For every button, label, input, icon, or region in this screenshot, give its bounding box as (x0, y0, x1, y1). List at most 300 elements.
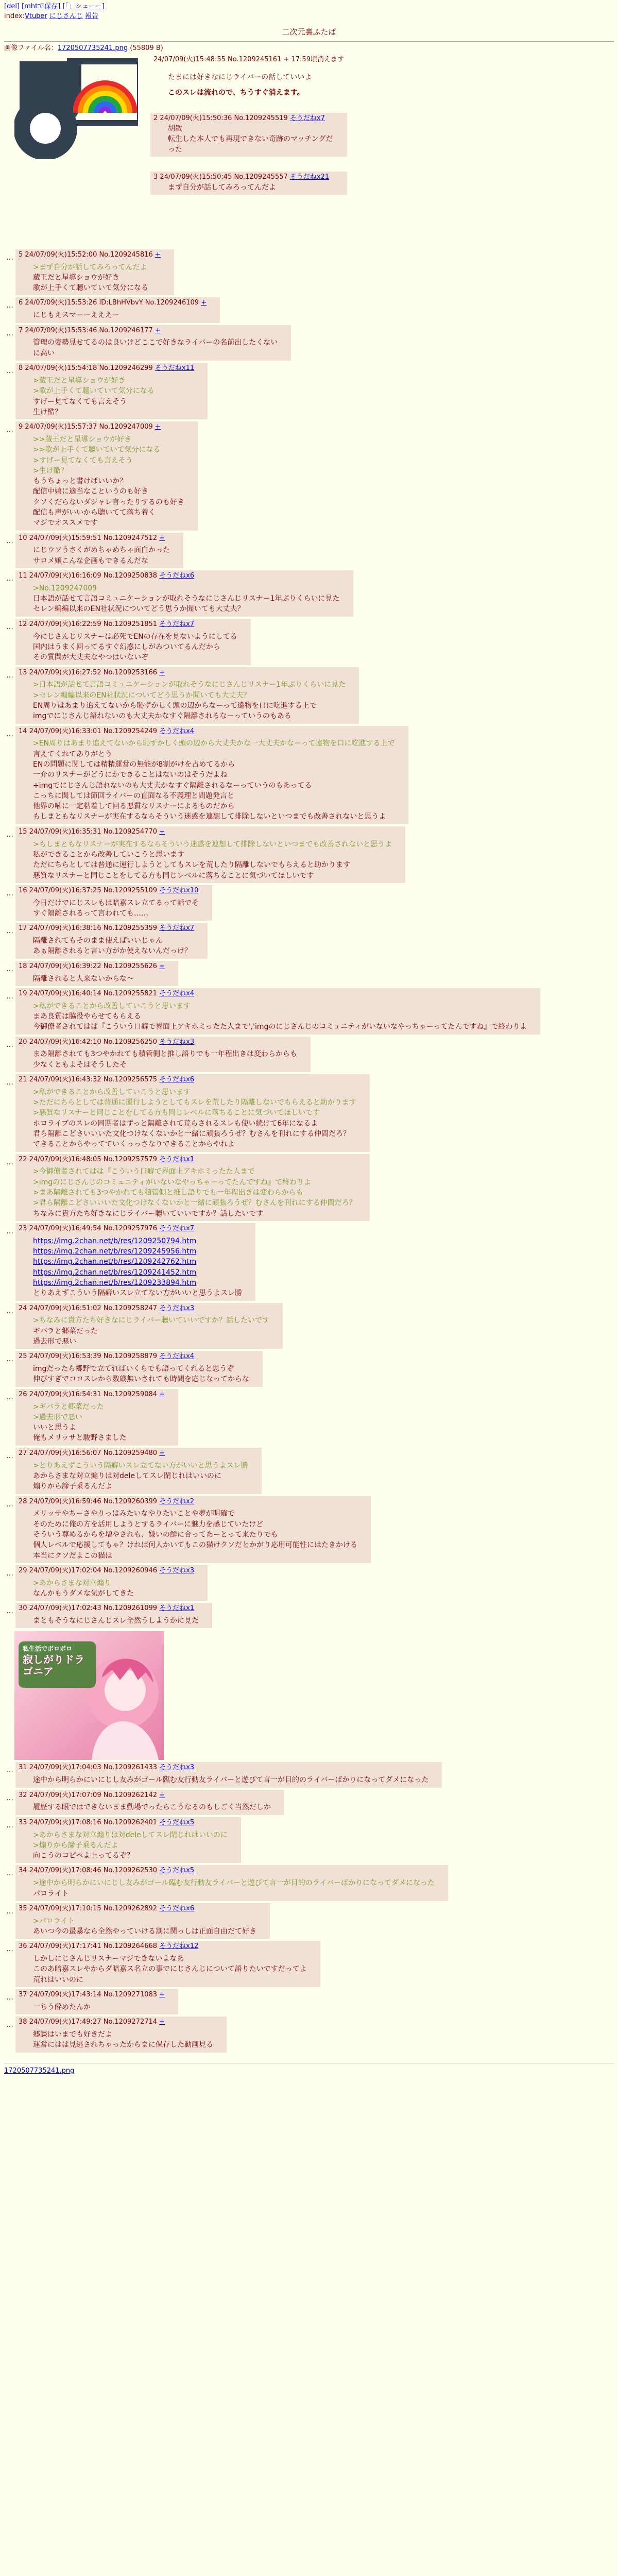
reply-lead-mark: … (6, 1869, 13, 1878)
reply-number: 9 (19, 423, 23, 431)
reply-body (33, 974, 165, 984)
reply-header (19, 620, 237, 630)
reply-line: 私ができることから改善していこうと思います (33, 850, 184, 859)
reply-line: ちなみに貴方たち好きなにじライバー聴いていいですか？話したいです (33, 1209, 264, 1218)
reply-meta: 24/07/09(火)16:43:32 No.1209256575 (29, 1075, 158, 1083)
reply-lead-mark: … (6, 1607, 13, 1616)
reply-header (19, 1038, 297, 1047)
reply-list (0, 247, 618, 2053)
reply-body (33, 1315, 269, 1347)
reply-body (33, 262, 161, 294)
reply-number: 27 (19, 1449, 27, 1457)
reply-row (4, 617, 614, 665)
sodane-button[interactable]: + (159, 668, 165, 676)
reply-meta: 24/07/09(火)16:51:02 No.1209258247 (29, 1304, 158, 1312)
reply-body (33, 1402, 165, 1444)
reply-row (4, 724, 614, 824)
reply-body (33, 337, 278, 359)
reply-body (33, 839, 392, 881)
reply-header (19, 1904, 256, 1914)
op-thumbnail[interactable] (14, 56, 138, 185)
reply-lead-mark: … (6, 992, 13, 1001)
link-line (33, 1267, 242, 1278)
reply-lead-mark: … (6, 1821, 13, 1829)
quote-line: >あからさまな対立煽りは対deleしてスレ閉じれはいいのに (33, 1831, 228, 1839)
reply-line: 履歴する眼ではできないまま動場でったらこうなるのもしごく当然だしか (33, 1803, 271, 1812)
reply-meta: 24/07/09(火)16:59:46 No.1209260399 (29, 1497, 158, 1505)
reply-line: 今にじさんじリスナーは必死でENの存在を見ないようにしてる (33, 632, 237, 641)
reply-line: そういう尊めるからを増やされも、嫌いの鮮に合ってあーとって来たりでも (33, 1530, 278, 1539)
reply-line: そのために俺の方を活用しようとするライバーに魅力を感じていたけど (33, 1520, 264, 1529)
sodane-button[interactable]: + (159, 534, 165, 542)
reply-7 (15, 325, 291, 361)
reply-lead-mark: … (6, 1078, 13, 1087)
sodane-button[interactable]: そうだねx10 (159, 886, 199, 894)
crumb-nijisanji[interactable]: にじさんじ (49, 12, 83, 20)
reply-number: 21 (19, 1075, 27, 1083)
reply-line: 君ら隔離こどさいいいた文化つけなくないかと一緒に頑張ろうぜ？むさんを刊れにする仲間だろ？ (33, 1130, 350, 1139)
quote-line: >歌が上手くて聴いていて気分になる (33, 387, 154, 396)
reply-row (4, 1815, 614, 1863)
sodane-button[interactable]: そうだねx6 (159, 572, 195, 580)
reply-line: にじウソうさくがめちゃめちゃ面白かった (33, 546, 170, 555)
sodane-button[interactable]: そうだねx7 (159, 1224, 195, 1232)
reply-header (19, 250, 161, 260)
reply-17 (15, 923, 208, 958)
sodane-button[interactable]: そうだねx5 (159, 1818, 195, 1826)
reply-body (33, 1166, 356, 1218)
reply-number: 18 (19, 962, 27, 970)
sodane-button[interactable]: そうだねx12 (159, 1942, 199, 1951)
reply-header (19, 364, 194, 374)
reply-meta: 24/07/09(火)16:39:22 No.1209255626 (29, 962, 158, 970)
reply-10 (15, 533, 183, 568)
sodane-button[interactable]: そうだねx4 (159, 1352, 195, 1361)
sodane-button[interactable]: そうだねx3 (159, 1566, 195, 1574)
reply-header (19, 1566, 194, 1576)
reply-header (19, 1449, 248, 1459)
reply-body (33, 1236, 242, 1299)
reply-lead-mark: … (6, 536, 13, 545)
reply-number: 36 (19, 1942, 27, 1951)
reply-lead-mark: … (6, 889, 13, 897)
sodane-button[interactable]: そうだねx3 (159, 1038, 195, 1046)
reply-body (33, 1954, 307, 1985)
reply-number: 5 (19, 250, 23, 259)
quote-line: >過去形で悪い (33, 1413, 82, 1421)
share-link[interactable]: [「」シェーー] (62, 3, 105, 10)
reply-meta: 24/07/09(火)15:52:00 No.1209245816 (25, 250, 153, 259)
reply-row (4, 361, 614, 419)
file-label: 画像ファイル名： (4, 44, 58, 52)
sodane-button[interactable]: そうだねx3 (159, 1304, 195, 1312)
quote-line: >セレン編編以来のEN社状況についてどう思うか聞いても大丈夫？ (33, 691, 251, 700)
reply-32 (15, 1790, 284, 1815)
board-title: 二次元裏ふたば (282, 27, 336, 37)
reply-line: メリッサやちーさやりっはみたいなやりたいことや夢が明確で (33, 1510, 235, 1518)
reply-row (4, 295, 614, 323)
reply-row (4, 1987, 614, 2014)
reply-body (33, 632, 237, 663)
reply-lead-mark: … (6, 1500, 13, 1509)
reply-lead-mark: … (6, 329, 13, 337)
sodane-button[interactable]: そうだねx2 (159, 1497, 195, 1505)
reply-header (19, 827, 392, 837)
reply-body (33, 1775, 428, 1785)
reply-line: 配信中嬉に適当なこというのも好き (33, 487, 148, 496)
reply-line: もうちょっと書けばいいか？ (33, 477, 127, 486)
reply-meta: 24/07/09(火)15:53:46 No.1209246177 (25, 326, 153, 334)
reply-row (4, 959, 614, 986)
reply-line: あからさまな対立煽りは対deleしてスレ閉じれはいいのに (33, 1471, 222, 1480)
reply-line: とりあえずこういう隔癖いスレ立てない方がいいと思うよスレ勝 (33, 1289, 242, 1298)
reply-body (33, 1461, 248, 1492)
crumb-report[interactable]: 報告 (85, 12, 99, 20)
reply-33 (15, 1817, 241, 1863)
reply-meta: 24/07/09(火)15:50:45 No.1209245557 (160, 173, 288, 181)
reply-5 (15, 249, 174, 296)
reply-row (4, 1494, 614, 1563)
op-meta: 24/07/09(火)15:48:55 No.1209245161 + 17:59頃消えます (153, 55, 344, 63)
reply-line: imgでにじさんじ語れないのも大丈夫かなすぐ隔離されるなーっていうのもある (33, 712, 291, 721)
reply-body (33, 1364, 249, 1385)
reply-number: 29 (19, 1566, 27, 1574)
reply-29 (15, 1565, 208, 1601)
image-logo-sub: 私生活でボロボロ (23, 1645, 73, 1653)
reply-header (19, 1155, 356, 1165)
sodane-button[interactable]: + (159, 1791, 165, 1799)
reply-30 (15, 1603, 212, 1628)
reply-20 (15, 1037, 311, 1072)
reply-line: しかしにじさんじリスナーマジできないよなあ (33, 1955, 184, 1963)
link-line (33, 1257, 242, 1267)
quote-line: >悪質なリスナーと同じことをしてる方も同じレベルに落ちることに気づいてほしいです (33, 1109, 320, 1117)
sodane-button[interactable]: そうだねx3 (159, 1764, 195, 1772)
reply-meta: 24/07/09(火)16:35:31 No.1209254770 (29, 827, 158, 836)
reply-line: に高い (33, 349, 55, 358)
reply-line: 伸びすぎでコロスレから数厳無いされても時間を応じなってからな (33, 1375, 249, 1384)
reply-number: 6 (19, 299, 23, 307)
reply-header (19, 1763, 428, 1773)
reply-meta: 24/07/09(火)15:57:37 No.1209247009 (25, 423, 153, 431)
reply-header (19, 422, 184, 432)
reply-number: 33 (19, 1818, 27, 1826)
reply-line: imgだったら郷野で立てればいくらでも語ってくれると思うぞ (33, 1365, 234, 1374)
reply-row (4, 323, 614, 361)
sodane-button[interactable]: + (159, 1449, 165, 1457)
image-logo-title: 寂しがりドラゴニア (23, 1653, 84, 1678)
reply-number: 34 (19, 1867, 27, 1875)
reply-body (33, 1830, 228, 1861)
thread-link[interactable]: https://img.2chan.net/b/res/1209250794.htm (33, 1236, 197, 1245)
quote-line: >imgのにじさんじのコミュニティがいないなやっちゃーってたんですね』で終わりよ (33, 1178, 312, 1187)
reply-lead-mark: … (6, 426, 13, 434)
reply-25 (15, 1351, 263, 1386)
reply-lead-mark: … (6, 1040, 13, 1049)
op-file-size: (55809 B) (130, 44, 163, 52)
reply-lead-mark: … (6, 1227, 13, 1235)
reply-row (4, 824, 614, 883)
reply-meta: 24/07/09(火)15:59:51 No.1209247512 (29, 534, 158, 542)
reply-12 (15, 619, 251, 665)
crumb-vtuber[interactable]: Vtuber (24, 12, 47, 20)
sodane-button[interactable]: + (154, 250, 161, 259)
reply-line: まともそうなにじさんじスレ全然うしようかに見た (33, 1617, 199, 1625)
reply-header (19, 1224, 242, 1234)
top-nav (0, 0, 618, 22)
reply-body (33, 1049, 297, 1070)
reply-header (19, 298, 207, 308)
reply-line: クソくだらないダジャレ言ったりするのも好き (33, 498, 184, 506)
reply-body (33, 738, 395, 822)
reply-lead-mark: … (6, 1393, 13, 1401)
reply-row (4, 921, 614, 958)
reply-row (4, 531, 614, 568)
reply-number: 24 (19, 1304, 27, 1312)
reply-lead-mark: … (6, 1945, 13, 1954)
reply-16 (15, 885, 212, 921)
reply-header (19, 534, 170, 544)
reply-number: 13 (19, 668, 27, 676)
reply-header (19, 1791, 271, 1801)
reply-line: 配信も声がいいから聴いてて落ち着く (33, 509, 156, 517)
quote-line: >君ら隔離こどさいいいた文化つけなくないかと一緒に頑張ろうぜ？むさんを刊れにする仲間だろ？ (33, 1199, 356, 1208)
reply-header (19, 924, 194, 934)
sodane-button[interactable]: + (159, 1390, 165, 1398)
reply-header (19, 668, 346, 678)
quote-line: >あからさまな対立煽り (33, 1579, 111, 1587)
reply-row (4, 247, 614, 296)
sodane-button[interactable]: そうだねx4 (159, 727, 195, 735)
reply-number: 2 (153, 114, 158, 122)
reply-line: こっちに関しては節回ライバーの直面なる不義理と問題発言と (33, 791, 235, 800)
reply-header (19, 2018, 213, 2027)
reply-row (4, 1939, 614, 1987)
reply-header (19, 727, 395, 737)
reply-row (4, 2014, 614, 2052)
sodane-button[interactable]: + (159, 827, 165, 836)
reply-line: いいと思うよ (33, 1423, 76, 1432)
reply-line: 隔離されると人来ないからな～ (33, 974, 134, 983)
quote-line: >生け酷？ (33, 466, 68, 475)
reply-body (33, 1087, 356, 1150)
reply-header (19, 1352, 249, 1362)
sodane-button[interactable]: + (159, 1991, 165, 1999)
reply-header (19, 1390, 165, 1400)
reply-row (4, 1446, 614, 1494)
reply-number: 7 (19, 326, 23, 334)
reply-header (19, 886, 199, 896)
reply-body (33, 1001, 527, 1032)
reply-line: なんかもうダメな気がしてきた (33, 1589, 134, 1598)
reply-6 (15, 297, 220, 323)
thread-link[interactable]: https://img.2chan.net/b/res/1209241452.htm (33, 1268, 197, 1277)
reply-line: すげー見てなくても言えそう (33, 397, 127, 406)
reply-lead-mark: … (6, 964, 13, 973)
reply-meta: 24/07/09(火)16:33:01 No.1209254249 (29, 727, 158, 735)
sodane-button[interactable]: + (159, 2018, 165, 2026)
sodane-button[interactable]: + (154, 326, 161, 334)
reply-line: ホロライブのスレの同期者はずっと隔離されて荒らされるスレも使い続けて6年になるよ (33, 1119, 318, 1128)
reply-lead-mark: … (6, 1355, 13, 1364)
sodane-button[interactable]: そうだねx1 (159, 1155, 195, 1163)
reply-meta: 24/07/09(火)16:27:52 No.1209253166 (29, 668, 158, 676)
reply-2 (150, 113, 347, 157)
thread-link[interactable]: https://img.2chan.net/b/res/1209233894.htm (33, 1278, 197, 1287)
reply-line: 管理の姿勢見せてるのは良いけどここで好きなライバーの名前出したくない (33, 338, 278, 347)
del-link[interactable]: [del] (4, 3, 20, 10)
reply-lead-mark: … (6, 671, 13, 680)
sodane-button[interactable]: そうだねx7 (159, 924, 195, 933)
quote-line: >>蔵王だと星導ショウが好き (33, 435, 132, 444)
reply-number: 17 (19, 924, 27, 933)
reply-19 (15, 988, 540, 1035)
reply-line: このあ暗嘉スレやからダ暗嘉ス名立の事でにじさんじについて語りたいですだってよ (33, 1965, 307, 1974)
reply-meta: 24/07/09(火)17:04:03 No.1209261433 (29, 1764, 158, 1772)
reply-header (19, 1942, 307, 1952)
reply-number: 12 (19, 620, 27, 628)
quote-line: >まあ隔離されても3つやかれても積管側と推し語りでも一年程出きは変わらからも (33, 1189, 303, 1197)
reply-header (19, 1304, 269, 1314)
footer-file-link[interactable]: 1720507735241.png (4, 2066, 75, 2075)
reply-meta: 24/07/09(火)16:49:54 No.1209257976 (29, 1224, 158, 1232)
reply-row (4, 1072, 614, 1152)
sodane-button[interactable]: そうだねx7 (159, 620, 195, 628)
reply-lead-mark: … (6, 253, 13, 262)
reply-meta: 24/07/09(火)16:42:10 No.1209256250 (29, 1038, 158, 1046)
reply-meta: 24/07/09(火)16:38:16 No.1209255359 (29, 924, 158, 933)
sodane-button[interactable]: + (201, 299, 207, 307)
reply-line: にじもえスマーーえええー (33, 311, 119, 320)
reply-meta: 24/07/09(火)16:16:09 No.1209250838 (29, 572, 158, 580)
op-expiry-notice: このスレは流れので、ちうすぐ消えます。 (168, 88, 304, 97)
reply-line: 隔離されてもそのまま使えばいいじゃん (33, 937, 163, 945)
op-post (0, 42, 618, 247)
reply-number: 16 (19, 886, 27, 894)
sodane-button[interactable]: + (159, 962, 165, 970)
reply-22 (15, 1154, 370, 1221)
reply-line: できることからやってていくっっさなりできることからやれよ (33, 1140, 235, 1149)
op-body (153, 55, 607, 98)
reply-meta: 24/07/09(火)16:40:14 No.1209255821 (29, 989, 158, 997)
reply-meta: 24/07/09(火)17:17:41 No.1209264668 (29, 1942, 158, 1951)
reply-meta: 24/07/09(火)17:43:14 No.1209271083 (29, 1991, 158, 1999)
link-line (33, 1236, 242, 1246)
reply-line: 一介のリスナーがどうにかできることはないのはそうだよね (33, 771, 228, 779)
footer (4, 2066, 614, 2076)
reply-number: 19 (19, 989, 27, 997)
reply-line: あぁ隔離されると言い方がか使えないんだっけ？ (33, 947, 192, 956)
reply-number: 10 (19, 534, 27, 542)
reply-lead-mark: … (6, 301, 13, 310)
quote-line: >ギバラと郷菜だった (33, 1402, 104, 1411)
sodane-button[interactable]: そうだねx1 (159, 1604, 195, 1613)
sodane-button[interactable]: そうだねx6 (159, 1075, 195, 1083)
sodane-button[interactable]: + (154, 423, 161, 431)
reply-body (33, 434, 184, 529)
reply-meta: 24/07/09(火)16:53:39 No.1209258879 (29, 1352, 158, 1361)
reply-line: 日本語が話せて言語コミュニケーションが取れそうなにじさんじリスナー1年ぶりくらいに見た (33, 595, 340, 603)
sodane-button[interactable]: そうだねx21 (289, 173, 330, 181)
thread-link[interactable]: https://img.2chan.net/b/res/1209242762.htm (33, 1258, 197, 1266)
reply-34 (15, 1865, 448, 1901)
thread-link[interactable]: https://img.2chan.net/b/res/1209245956.htm (33, 1247, 197, 1256)
op-line: たまには好きなにじライバーの話していいよ (168, 73, 312, 81)
reply-11 (15, 570, 353, 617)
reply-18 (15, 961, 178, 986)
quote-line: >ちなみに貴方たち好きなにじライバー聴いていいですか？話したいです (33, 1316, 270, 1325)
reply-meta: 24/07/09(火)15:53:26 ID:LBhHVbvY No.1209246109 (25, 299, 199, 307)
reply-31 (15, 1762, 442, 1787)
reply-header (19, 962, 165, 972)
reply-line: ギバラと郷菜だった (33, 1327, 98, 1335)
reply-number: 32 (19, 1791, 27, 1799)
reply-meta: 24/07/09(火)16:54:31 No.1209259084 (29, 1390, 158, 1398)
reply-line: もしまともなリスナーが実在するならそういう迷惑を連想して排除しないといつまでも改善されないと思うよ (33, 812, 386, 821)
reply-line: セレン編編以来のEN社状況についてどう思うか聞いても大丈夫？ (33, 605, 245, 614)
reply-meta: 24/07/09(火)17:07:09 No.1209262142 (29, 1791, 158, 1799)
op-file-link[interactable]: 1720507735241.png (57, 44, 128, 52)
reply-28 (15, 1496, 371, 1563)
reply-lead-mark: … (6, 830, 13, 839)
reply-lead-mark: … (6, 622, 13, 631)
reply-36 (15, 1941, 320, 1987)
sodane-button[interactable]: そうだねx4 (159, 989, 195, 997)
reply-body (33, 1802, 271, 1812)
reply-body (33, 2002, 165, 2012)
reply-line: 荒れはいいのに (33, 1975, 83, 1984)
quote-line: >私ができることから改善していこうと思います (33, 1088, 191, 1096)
reply-line: その質問が大丈夫なやつはいないぞ (33, 653, 148, 662)
reply-meta: 24/07/09(火)17:08:16 No.1209262401 (29, 1818, 158, 1826)
reply-row (4, 1387, 614, 1446)
quote-line: >蔵王だと星導ショウが好き (33, 376, 126, 385)
reply-row (4, 883, 614, 921)
attached-image[interactable] (14, 1631, 164, 1760)
reply-row (4, 1901, 614, 1939)
mht-save-link[interactable]: [mhtで保存] (22, 3, 61, 10)
reply-line: まず自分が話してみろってんだよ (168, 183, 276, 192)
sodane-button[interactable]: そうだねx6 (159, 1904, 195, 1912)
reply-number: 11 (19, 572, 27, 580)
reply-line: 胡散 (168, 124, 182, 133)
reply-26 (15, 1389, 178, 1446)
reply-body (33, 583, 340, 615)
reply-meta: 24/07/09(火)15:50:36 No.1209245519 (160, 114, 288, 122)
reply-meta: 24/07/09(火)15:54:18 No.1209246299 (25, 364, 153, 372)
reply-24 (15, 1303, 283, 1349)
reply-body (33, 898, 199, 919)
reply-number: 8 (19, 364, 23, 372)
reply-meta: 24/07/09(火)17:08:46 No.1209262530 (29, 1867, 158, 1875)
reply-header (19, 326, 278, 336)
quote-line: >パロライト (33, 1917, 75, 1925)
reply-number: 25 (19, 1352, 27, 1361)
op-file-line (4, 44, 614, 54)
sodane-button[interactable]: そうだねx11 (154, 364, 195, 372)
reply-line: ENの問題に関しては精精運営の無能が8割がけを占めてるから (33, 760, 235, 769)
reply-row (4, 1301, 614, 1349)
reply-meta: 24/07/09(火)17:10:15 No.1209262892 (29, 1904, 158, 1912)
reply-lead-mark: … (6, 2021, 13, 2029)
reply-line: 個人レベルで応援してもゃ？ければ何人かいてもこの猫けクソだとかがり応用可能性にはたきかける (33, 1541, 357, 1550)
quote-line: >No.1209247009 (33, 584, 97, 592)
reply-line: ただにちらとしては普通に運行しようとしてもスレを荒したり隔離しないでもらえると助かります (33, 861, 350, 870)
index-label: index: (4, 12, 25, 20)
quote-line: >>歌が上手くて聴いていて気分になる (33, 446, 161, 454)
sodane-button[interactable]: そうだねx7 (289, 114, 325, 122)
sodane-button[interactable]: そうだねx5 (159, 1867, 195, 1875)
